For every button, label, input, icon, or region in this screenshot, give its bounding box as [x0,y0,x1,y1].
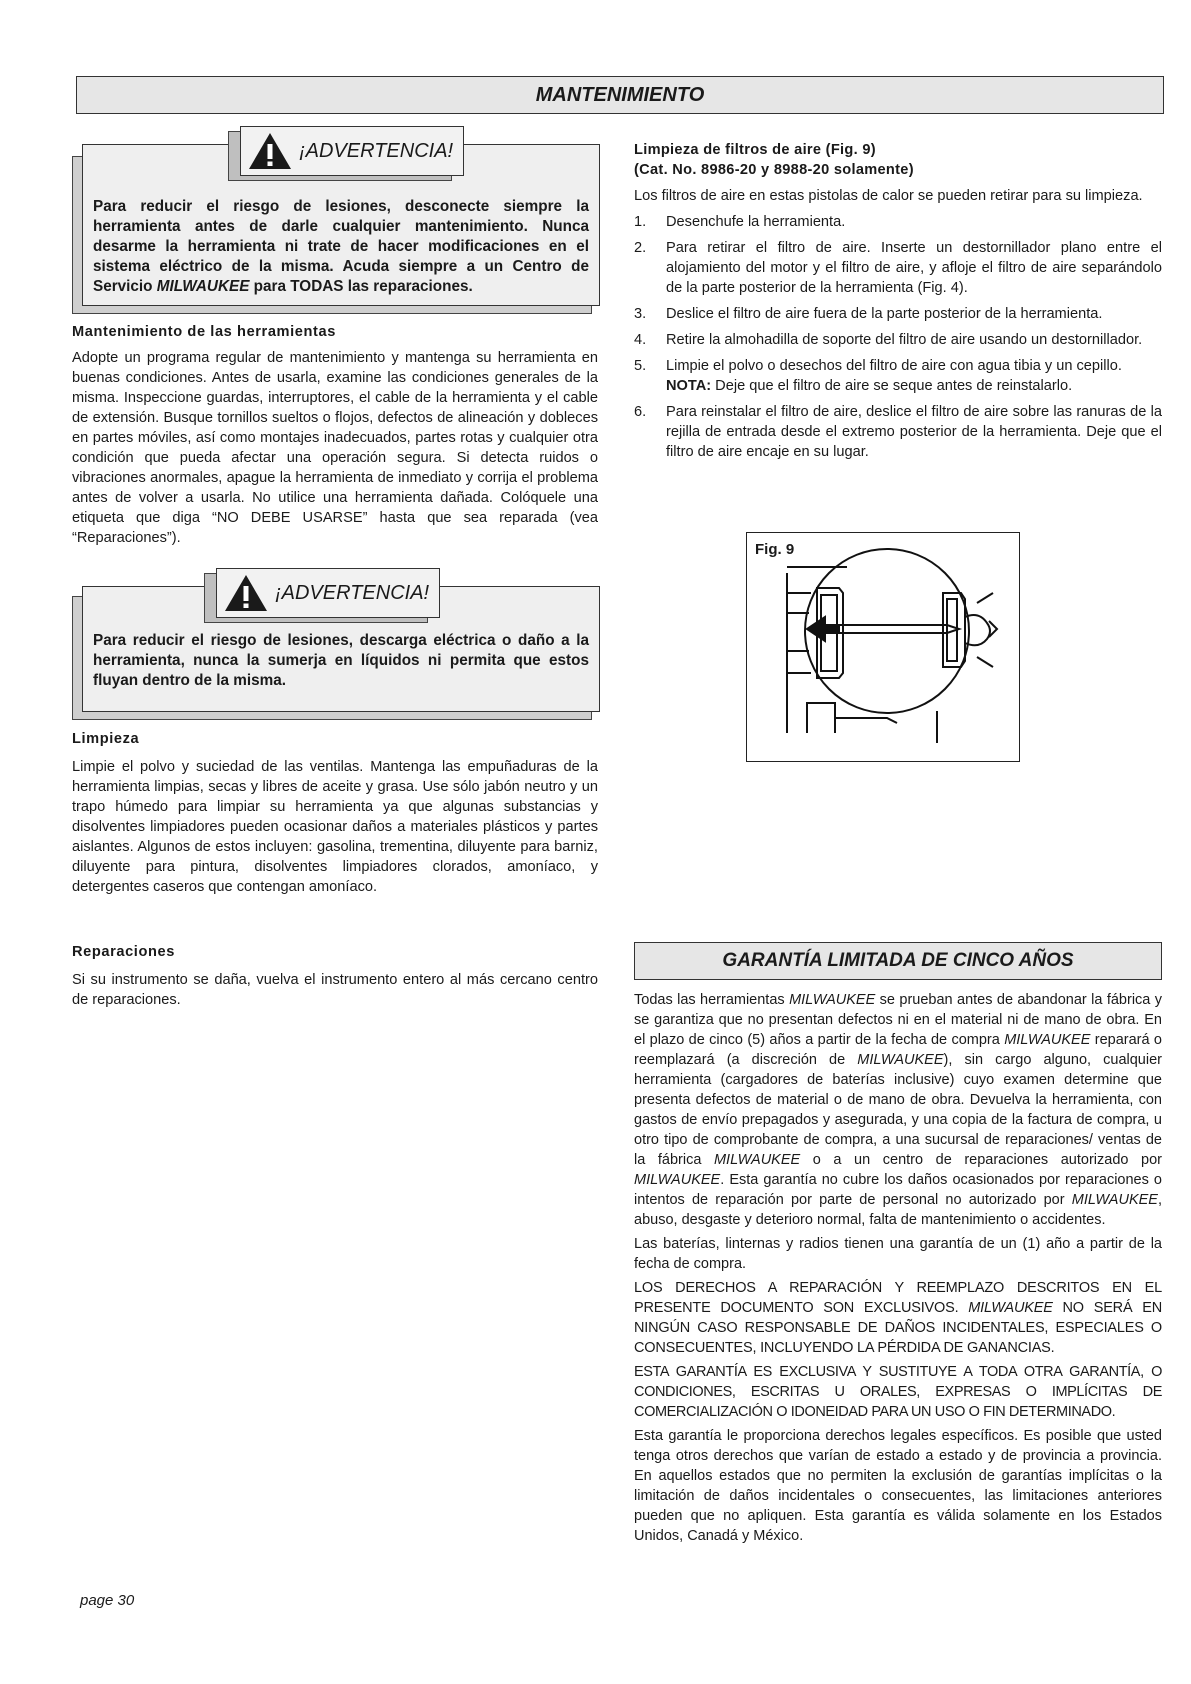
repairs-heading: Reparaciones [72,944,175,960]
warning-box-1-body: Para reducir el riesgo de lesiones, desconecte siempre la herramienta antes de darle cualquier mantenimiento. Nunca desarme la herramienta ni trate de hacer modificaciones en el sistema eléctrico de la misma. Acuda siempre a un Centro de Servicio MILWAUKEE para TODAS las reparaciones. [82,144,600,306]
warning-tab-1 [240,126,464,176]
tool-maintenance-heading: Mantenimiento de las herramientas [72,324,336,340]
warranty-section [634,990,1162,1546]
cleaning-text: Limpie el polvo y suciedad de las ventilas. Mantenga las empuñaduras de la herramienta limpias, secas y libres de aceite y grasa. Use sólo jabón neutro y un trapo húmedo para limpiar su herramienta ya que algunas substancias y disolventes limpiadores pueden ocasionar daños a materiales plásticos y partes aislantes. Algunos de estos incluyen: gasolina, trementina, diluyente para barniz, diluyente para pintura, disolventes limpiadores clorados, amoníaco, y detergentes caseros que contengan amoníaco. [72,759,598,895]
warranty-paragraph-2: Las baterías, linternas y radios tienen una garantía de un (1) año a partir de la fecha de compra. [634,1236,1162,1272]
brand-milwaukee: MILWAUKEE [1071,1192,1158,1208]
brand-milwaukee: MILWAUKEE [713,1152,801,1168]
warning-triangle-icon [247,131,293,171]
warning-triangle-icon [223,573,269,613]
cleaning-heading: Limpieza [72,731,140,747]
warning-title: ¡ADVERTENCIA! [275,581,430,604]
list-item: 5. Limpie el polvo o desechos del filtro de aire con agua tibia y un cepillo. NOTA: Deje que el filtro de aire se seque antes de reinstalarlo. [634,358,1122,394]
warning-tab-2 [216,568,440,618]
air-filter-steps [634,212,1162,462]
brand-milwaukee: MILWAUKEE [968,1300,1053,1316]
air-filter-intro: Los filtros de aire en estas pistolas de calor se pueden retirar para su limpieza. [634,188,1143,204]
warning-box-2 [72,568,600,720]
warranty-title: GARANTÍA LIMITADA DE CINCO AÑOS [722,950,1074,971]
repairs-section [72,942,598,1010]
warning-box-1 [72,126,600,314]
figure-label: Fig. 9 [755,541,795,558]
section-banner-warranty [634,942,1162,980]
repairs-text: Si su instrumento se daña, vuelva el instrumento entero al más cercano centro de reparaciones. [72,972,598,1008]
cleaning-section [72,729,598,897]
list-item: 6. Para reinstalar el filtro de aire, deslice el filtro de aire sobre las ranuras de la rejilla de entrada desde el extremo posterior de la herramienta. Deje que el filtro de aire encaje en su lugar. [634,404,1162,460]
list-item: 1. Desenchufe la herramienta. [634,214,846,230]
warranty-paragraph-1: Todas las herramientas MILWAUKEE se prueban antes de abandonar la fábrica y se garantiza que no presentan defectos ni en el material ni de mano de obra. En el plazo de cinco (5) años a partir de la fecha de compra MILWAUKEE reparará o reemplazará (a discreción de MILWAUKEE), sin cargo alguno, cualquier herramienta (cargadores de baterías inclusive) cuyo examen determine que presenta defectos de material o de mano de obra. Devuelva la herramienta, con gastos de envío prepagados y asegurada, y una copia de la factura de compra, u otro tipo de comprobante de compra, a una sucursal de reparaciones/ ventas de la fábrica MILWAUKEE o a un centro de reparaciones autorizado por MILWAUKEE. Esta garantía no cubre los daños ocasionados por reparaciones o intentos de reparación por parte de personal no autorizado por MILWAUKEE, abuso, desgaste y deterioro normal, falta de mantenimiento o accidentes. [634,992,1163,1228]
note-label: NOTA: [666,378,712,394]
section-banner-mantenimiento [76,76,1164,114]
brand-milwaukee: MILWAUKEE [1004,1032,1091,1048]
warning-box-2-body: Para reducir el riesgo de lesiones, descarga eléctrica o daño a la herramienta, nunca la sumerja en líquidos ni permita que estos fluyan dentro de la misma. [82,586,600,712]
list-item: 3. Deslice el filtro de aire fuera de la parte posterior de la herramienta. [634,306,1103,322]
air-filter-heading: Limpieza de filtros de aire (Fig. 9) (Cat. No. 8986-20 y 8988-20 solamente) [634,142,914,178]
tool-maintenance-section [72,322,598,548]
list-item: 4. Retire la almohadilla de soporte del filtro de aire usando un destornillador. [634,332,1143,348]
warranty-paragraph-5: Esta garantía le proporciona derechos legales específicos. Es posible que usted tenga otros derechos que varían de estado a estado y de provincia a provincia. En aquellos estados que no permiten la exclusión de garantías implícitas o la limitación de daños incidentales o consecuentes, las limitaciones anteriores pueden que no apliquen. Esta garantía es válida solamente en los Estados Unidos, Canadá y México. [634,1428,1162,1544]
warranty-paragraph-4: ESTA GARANTÍA ES EXCLUSIVA Y SUSTITUYE A TODA OTRA GARANTÍA, O CONDICIONES, ESCRITAS U ORALES, EXPRESAS O IMPLÍCITAS DE COMERCIALIZACIÓN O IDONEIDAD PARA UN USO O FIN DETERMINADO. [634,1364,1162,1420]
brand-milwaukee: MILWAUKEE [857,1052,944,1068]
section-title: MANTENIMIENTO [535,84,705,106]
warning-title: ¡ADVERTENCIA! [299,139,454,162]
figure-9 [746,532,1020,762]
brand-milwaukee: MILWAUKEE [789,992,876,1008]
tool-maintenance-text: Adopte un programa regular de mantenimiento y mantenga su herramienta en buenas condiciones. Antes de usarla, examine las condiciones generales de la misma. Inspeccione guardas, interruptores, el cable de la herramienta y el cable de extensión. Busque tornillos sueltos o flojos, defectos de alineación y dobleces en partes móviles, así como montajes inadecuados, partes rotas y cualquier otra condición que pueda afectar una operación segura. Si detecta ruidos o vibraciones anormales, apague la herramienta de inmediato y corrija el problema antes de volver a usarla. No utilice una herramienta dañada. Colóquele una etiqueta que diga “NO DEBE USARSE” hasta que sea reparada (vea “Reparaciones”). [72,350,598,546]
brand-milwaukee: MILWAUKEE [156,278,250,295]
page-number: page 30 [80,1592,135,1609]
heat-gun-filter-illustration [747,533,1018,760]
air-filter-section [634,140,1162,468]
brand-milwaukee: MILWAUKEE [634,1172,721,1188]
warranty-paragraph-3: LOS DERECHOS A REPARACIÓN Y REEMPLAZO DESCRITOS EN EL PRESENTE DOCUMENTO SON EXCLUSIVOS. MILWAUKEE NO SERÁ EN NINGÚN CASO RESPONSABLE DE DAÑOS INCIDENTALES, ESPECIALES O CONSECUENTES, INCLUYENDO LA PÉRDIDA DE GANANCIAS. [634,1280,1163,1356]
list-item: 2. Para retirar el filtro de aire. Inserte un destornillador plano entre el alojamiento del motor y el filtro de aire, y afloje el filtro de aire separándolo de la parte posterior de la herramienta (Fig. 4). [634,240,1162,296]
